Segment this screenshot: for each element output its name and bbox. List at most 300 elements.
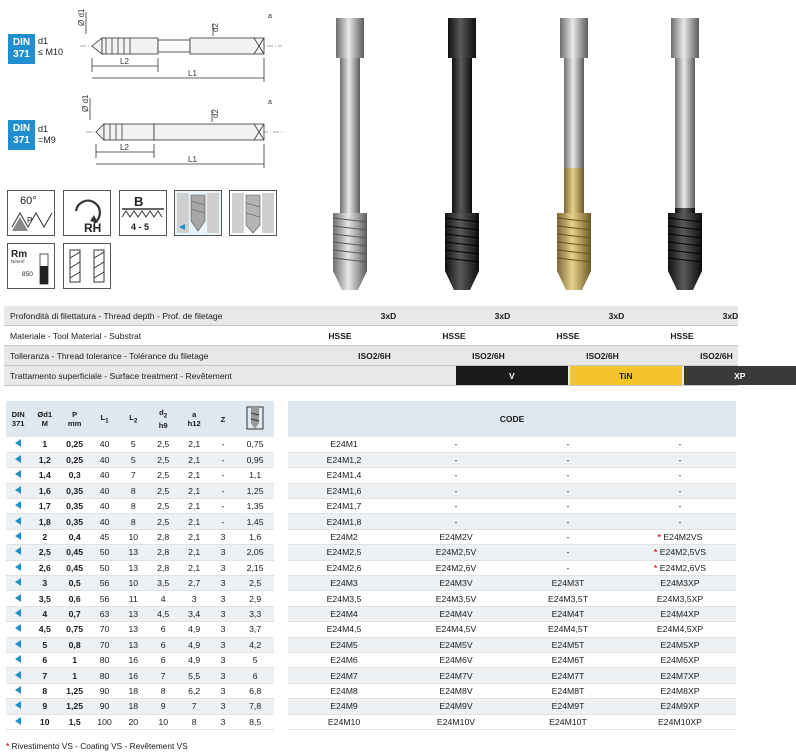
cell-p: 0,45 — [59, 545, 90, 560]
table-row — [288, 683, 736, 698]
triangle-icon — [15, 578, 21, 586]
triangle-icon — [15, 563, 21, 571]
table-row — [288, 499, 736, 514]
code-cell: E24M7V — [400, 668, 512, 683]
a-label: a — [268, 13, 272, 20]
blind-hole-symbol — [229, 190, 277, 236]
cell-l2: 8 — [119, 514, 148, 529]
code-cell: E24M3V — [400, 576, 512, 591]
cell-d2: 2,5 — [148, 452, 179, 467]
code-cell: E24M6 — [288, 652, 400, 667]
code-cell: E24M10XP — [624, 714, 736, 729]
svg-text:RH: RH — [84, 221, 102, 235]
tap-photo-xp — [665, 18, 705, 293]
cell-p: 0,25 — [59, 452, 90, 467]
cell-d2: 2,8 — [148, 529, 179, 544]
code-cell: - — [400, 499, 512, 514]
cell-z: 3 — [210, 652, 237, 667]
cell-l1: 56 — [90, 576, 119, 591]
code-cell: E24M10 — [288, 714, 400, 729]
triangle-icon — [15, 671, 21, 679]
cell-z: 3 — [210, 606, 237, 621]
code-cell: E24M8T — [512, 683, 624, 698]
cell-d1: 8 — [30, 683, 59, 698]
through-hole-symbol — [174, 190, 222, 236]
surface-badge-tin: TiN — [570, 366, 682, 385]
row-marker — [6, 668, 30, 683]
l1-label: L1 — [188, 155, 197, 164]
cell-drill: 6 — [236, 668, 274, 683]
code-cell: E24M6XP — [624, 652, 736, 667]
d2-label: d2 — [211, 23, 220, 32]
table-row — [6, 714, 274, 729]
cell-l2: 16 — [119, 652, 148, 667]
tap-photo-v — [442, 18, 482, 293]
tap-technical-drawing — [78, 8, 288, 82]
table-row — [6, 545, 274, 560]
row-marker — [6, 576, 30, 591]
cell-a: 5,5 — [179, 668, 210, 683]
right-hand-symbol — [63, 190, 111, 236]
cell-drill: 6,8 — [236, 683, 274, 698]
cell-p: 0,7 — [59, 606, 90, 621]
cell-d2: 2,8 — [148, 560, 179, 575]
cell-l2: 18 — [119, 683, 148, 698]
table-row — [6, 437, 274, 452]
cell-l1: 70 — [90, 622, 119, 637]
din-badge: DIN 371 — [8, 34, 35, 64]
l2-label: L2 — [120, 57, 129, 66]
code-cell: - — [400, 437, 512, 452]
table-row — [288, 699, 736, 714]
table-row — [288, 468, 736, 483]
row-marker — [6, 483, 30, 498]
spec-table — [4, 306, 746, 386]
code-cell: E24M3XP — [624, 576, 736, 591]
table-row — [6, 576, 274, 591]
cell-l1: 63 — [90, 606, 119, 621]
code-cell: E24M1,4 — [288, 468, 400, 483]
cell-p: 1 — [59, 652, 90, 667]
cell-l2: 5 — [119, 437, 148, 452]
cell-z: 3 — [210, 683, 237, 698]
cell-d1: 6 — [30, 652, 59, 667]
triangle-icon — [15, 470, 21, 478]
cell-l1: 90 — [90, 683, 119, 698]
table-row — [288, 668, 736, 683]
cell-d2: 2,5 — [148, 437, 179, 452]
code-cell: E24M6V — [400, 652, 512, 667]
code-cell: E24M8XP — [624, 683, 736, 698]
cell-p: 0,75 — [59, 622, 90, 637]
cell-drill: 1,25 — [236, 483, 274, 498]
code-cell: E24M3,5V — [400, 591, 512, 606]
cell-d1: 2,6 — [30, 560, 59, 575]
cell-l1: 40 — [90, 514, 119, 529]
code-cell: E24M4 — [288, 606, 400, 621]
cell-drill: 0,95 — [236, 452, 274, 467]
cell-l2: 11 — [119, 591, 148, 606]
cell-d1: 10 — [30, 714, 59, 729]
cell-z: - — [210, 468, 237, 483]
cell-a: 7 — [179, 699, 210, 714]
size-table — [6, 401, 274, 730]
spec-row-thread-depth: Profondità di filettatura - Thread depth - Prof. de filetage 3xD 3xD 3xD 3xD — [4, 306, 738, 326]
d1-label: Ø d1 — [81, 94, 90, 112]
cell-l1: 40 — [90, 437, 119, 452]
cell-l1: 40 — [90, 468, 119, 483]
table-row — [288, 591, 736, 606]
cell-p: 0,8 — [59, 637, 90, 652]
din-condition: d1 ≤ M10 — [38, 36, 63, 57]
din-badge: DIN 371 — [8, 120, 35, 150]
cell-z: 3 — [210, 560, 237, 575]
col-l1: $L_1$ — [90, 401, 119, 437]
code-cell: E24M7 — [288, 668, 400, 683]
d1-label: Ø d1 — [77, 8, 86, 26]
hole-section-symbol — [63, 243, 111, 289]
l2-label: L2 — [120, 143, 129, 152]
triangle-icon — [15, 517, 21, 525]
triangle-icon — [15, 640, 21, 648]
col-p: P mm — [59, 401, 90, 437]
cell-drill: 1,1 — [236, 468, 274, 483]
cell-d2: 10 — [148, 714, 179, 729]
table-row — [6, 514, 274, 529]
code-cell: E24M7XP — [624, 668, 736, 683]
svg-text:4 - 5: 4 - 5 — [131, 222, 150, 232]
row-marker — [6, 699, 30, 714]
cell-d2: 3,5 — [148, 576, 179, 591]
code-cell: E24M4,5 — [288, 622, 400, 637]
table-row — [6, 637, 274, 652]
code-cell: E24M5T — [512, 637, 624, 652]
cell-l1: 80 — [90, 668, 119, 683]
row-marker — [6, 514, 30, 529]
row-marker — [6, 652, 30, 667]
a-label: a — [268, 99, 272, 106]
triangle-icon — [15, 594, 21, 602]
code-cell: E24M8 — [288, 683, 400, 698]
triangle-icon — [15, 439, 21, 447]
cell-d2: 6 — [148, 622, 179, 637]
code-cell: E24M2,5 — [288, 545, 400, 560]
cell-d1: 3,5 — [30, 591, 59, 606]
code-cell: E24M5XP — [624, 637, 736, 652]
code-cell: - — [512, 560, 624, 575]
code-cell: - — [512, 437, 624, 452]
table-row — [6, 591, 274, 606]
cell-d1: 1,6 — [30, 483, 59, 498]
code-cell: E24M5V — [400, 637, 512, 652]
chamfer-symbol — [119, 190, 167, 236]
code-header: CODE — [288, 401, 736, 437]
cell-a: 8 — [179, 714, 210, 729]
tap-photo-uncoated — [330, 18, 370, 293]
row-marker — [6, 606, 30, 621]
table-row — [288, 714, 736, 729]
triangle-icon — [15, 455, 21, 463]
tap-photo-tin — [554, 18, 594, 293]
code-cell: E24M3T — [512, 576, 624, 591]
table-row — [288, 652, 736, 667]
cell-drill: 2,15 — [236, 560, 274, 575]
table-row — [288, 545, 736, 560]
code-cell: - — [624, 468, 736, 483]
code-cell: - — [400, 483, 512, 498]
cell-d1: 1 — [30, 437, 59, 452]
table-row — [6, 652, 274, 667]
code-cell: E24M2,6 — [288, 560, 400, 575]
code-cell: - — [400, 468, 512, 483]
tap-technical-drawing — [81, 94, 288, 168]
row-marker — [6, 637, 30, 652]
cell-d2: 4,5 — [148, 606, 179, 621]
cell-d1: 3 — [30, 576, 59, 591]
cell-l1: 40 — [90, 499, 119, 514]
cell-z: - — [210, 437, 237, 452]
cell-l2: 13 — [119, 622, 148, 637]
cell-z: 3 — [210, 576, 237, 591]
cell-l1: 45 — [90, 529, 119, 544]
triangle-icon — [15, 486, 21, 494]
code-cell: - — [624, 483, 736, 498]
cell-a: 2,1 — [179, 514, 210, 529]
cell-l2: 13 — [119, 637, 148, 652]
code-cell: E24M1,2 — [288, 452, 400, 467]
row-marker — [6, 468, 30, 483]
cell-d1: 7 — [30, 668, 59, 683]
table-row — [6, 468, 274, 483]
row-marker — [6, 545, 30, 560]
cell-d1: 4 — [30, 606, 59, 621]
cell-l1: 50 — [90, 560, 119, 575]
cell-z: 3 — [210, 622, 237, 637]
svg-text:N/mm²: N/mm² — [11, 259, 25, 264]
table-row — [288, 483, 736, 498]
cell-d1: 5 — [30, 637, 59, 652]
cell-z: 3 — [210, 529, 237, 544]
cell-a: 2,1 — [179, 437, 210, 452]
code-cell: E24M9T — [512, 699, 624, 714]
col-din: DIN 371 — [6, 401, 30, 437]
cell-l2: 10 — [119, 576, 148, 591]
table-row — [288, 514, 736, 529]
code-cell: E24M5 — [288, 637, 400, 652]
cell-drill: 2,05 — [236, 545, 274, 560]
cell-drill: 2,9 — [236, 591, 274, 606]
cell-p: 0,6 — [59, 591, 90, 606]
svg-text:850: 850 — [22, 271, 33, 278]
col-z: Z — [210, 401, 237, 437]
code-cell: E24M7T — [512, 668, 624, 683]
code-cell: E24M9XP — [624, 699, 736, 714]
table-row — [288, 437, 736, 452]
material-strength-symbol — [7, 243, 55, 289]
col-d1: Ød1 M — [30, 401, 59, 437]
code-cell: E24M4T — [512, 606, 624, 621]
triangle-icon — [15, 501, 21, 509]
cell-drill: 8,5 — [236, 714, 274, 729]
cell-a: 2,1 — [179, 499, 210, 514]
code-cell: - — [512, 545, 624, 560]
table-row — [288, 637, 736, 652]
spec-row-material: Materiale - Tool Material - Substrat HSSE HSSE HSSE HSSE — [4, 326, 738, 346]
cell-p: 0,25 — [59, 437, 90, 452]
footnote: * Rivestimento VS - Coating VS - Revêtement VS — [6, 741, 188, 751]
triangle-icon — [15, 701, 21, 709]
cell-d2: 6 — [148, 637, 179, 652]
triangle-icon — [15, 717, 21, 725]
cell-drill: 7,8 — [236, 699, 274, 714]
row-marker — [6, 622, 30, 637]
cell-z: - — [210, 514, 237, 529]
cell-drill: 4,2 — [236, 637, 274, 652]
cell-a: 4,9 — [179, 622, 210, 637]
cell-drill: 5 — [236, 652, 274, 667]
triangle-icon — [15, 609, 21, 617]
cell-d2: 6 — [148, 652, 179, 667]
table-row — [288, 452, 736, 467]
code-cell: E24M8V — [400, 683, 512, 698]
cell-d1: 2,5 — [30, 545, 59, 560]
cell-p: 0,35 — [59, 499, 90, 514]
cell-p: 0,35 — [59, 483, 90, 498]
cell-drill: 2,5 — [236, 576, 274, 591]
code-cell: - — [512, 529, 624, 544]
cell-d1: 9 — [30, 699, 59, 714]
code-cell: - — [400, 452, 512, 467]
triangle-icon — [15, 655, 21, 663]
code-cell: E24M4V — [400, 606, 512, 621]
code-cell: - — [512, 499, 624, 514]
cell-z: 3 — [210, 545, 237, 560]
code-cell: - — [624, 514, 736, 529]
code-cell: - — [512, 452, 624, 467]
cell-d1: 1,7 — [30, 499, 59, 514]
cell-l1: 40 — [90, 483, 119, 498]
table-row — [6, 452, 274, 467]
code-cell: - — [512, 514, 624, 529]
table-row — [288, 606, 736, 621]
cell-p: 1,25 — [59, 683, 90, 698]
table-row — [6, 483, 274, 498]
table-row — [288, 576, 736, 591]
cell-a: 2,1 — [179, 545, 210, 560]
col-a: a h12 — [179, 401, 210, 437]
row-marker — [6, 714, 30, 729]
code-cell: E24M4XP — [624, 606, 736, 621]
cell-l1: 80 — [90, 652, 119, 667]
row-marker — [6, 437, 30, 452]
cell-l2: 13 — [119, 545, 148, 560]
cell-l1: 40 — [90, 452, 119, 467]
svg-text:B: B — [134, 194, 144, 209]
code-cell: E24M1,6 — [288, 483, 400, 498]
code-cell: E24M9 — [288, 699, 400, 714]
cell-a: 4,9 — [179, 637, 210, 652]
code-cell: E24M6T — [512, 652, 624, 667]
cell-d2: 8 — [148, 683, 179, 698]
cell-drill: 1,35 — [236, 499, 274, 514]
cell-drill: 1,6 — [236, 529, 274, 544]
cell-d1: 1,2 — [30, 452, 59, 467]
code-cell: - — [512, 483, 624, 498]
surface-badge-v: V — [456, 366, 568, 385]
triangle-icon — [15, 686, 21, 694]
cell-l2: 20 — [119, 714, 148, 729]
cell-d2: 7 — [148, 668, 179, 683]
cell-p: 1,5 — [59, 714, 90, 729]
code-cell: E24M1,7 — [288, 499, 400, 514]
code-cell: E24M10T — [512, 714, 624, 729]
cell-d2: 2,5 — [148, 483, 179, 498]
row-marker — [6, 591, 30, 606]
cell-l2: 18 — [119, 699, 148, 714]
code-cell: E24M3 — [288, 576, 400, 591]
triangle-icon — [15, 547, 21, 555]
svg-text:60°: 60° — [20, 195, 37, 207]
table-row — [6, 668, 274, 683]
code-cell: - — [512, 468, 624, 483]
table-row — [6, 699, 274, 714]
cell-a: 2,1 — [179, 529, 210, 544]
code-cell: E24M4,5XP — [624, 622, 736, 637]
code-cell: E24M3,5 — [288, 591, 400, 606]
cell-d1: 1,4 — [30, 468, 59, 483]
cell-a: 4,9 — [179, 652, 210, 667]
cell-z: - — [210, 499, 237, 514]
cell-l2: 13 — [119, 560, 148, 575]
row-marker — [6, 560, 30, 575]
code-cell: E24M2V — [400, 529, 512, 544]
cell-p: 0,4 — [59, 529, 90, 544]
table-row — [288, 560, 736, 575]
code-cell: E24M3,5T — [512, 591, 624, 606]
table-row — [288, 529, 736, 544]
code-cell: E24M3,5XP — [624, 591, 736, 606]
cell-d2: 9 — [148, 699, 179, 714]
cell-a: 3,4 — [179, 606, 210, 621]
code-cell: - — [624, 452, 736, 467]
cell-a: 3 — [179, 591, 210, 606]
surface-badge-xp: XP — [684, 366, 796, 385]
col-d2: $d_2$ h9 — [148, 401, 179, 437]
triangle-icon — [15, 624, 21, 632]
table-row — [6, 529, 274, 544]
din-condition: d1 =M9 — [38, 124, 56, 145]
code-cell: E24M2 — [288, 529, 400, 544]
cell-a: 2,1 — [179, 560, 210, 575]
cell-l2: 7 — [119, 468, 148, 483]
spec-row-surface: Trattamento superficiale - Surface treatment - Revêtement V TiN XP — [4, 366, 738, 386]
cell-d1: 1,8 — [30, 514, 59, 529]
cell-drill: 1,45 — [236, 514, 274, 529]
cell-z: 3 — [210, 637, 237, 652]
code-cell: E24M10V — [400, 714, 512, 729]
code-cell: * E24M2VS — [624, 529, 736, 544]
svg-text:P: P — [27, 216, 33, 225]
cell-drill: 0,75 — [236, 437, 274, 452]
triangle-icon — [15, 532, 21, 540]
d2-label: d2 — [211, 109, 220, 118]
cell-p: 0,3 — [59, 468, 90, 483]
cell-d2: 2,5 — [148, 514, 179, 529]
cell-l2: 16 — [119, 668, 148, 683]
cell-z: 3 — [210, 699, 237, 714]
code-cell: E24M9V — [400, 699, 512, 714]
cell-d1: 2 — [30, 529, 59, 544]
